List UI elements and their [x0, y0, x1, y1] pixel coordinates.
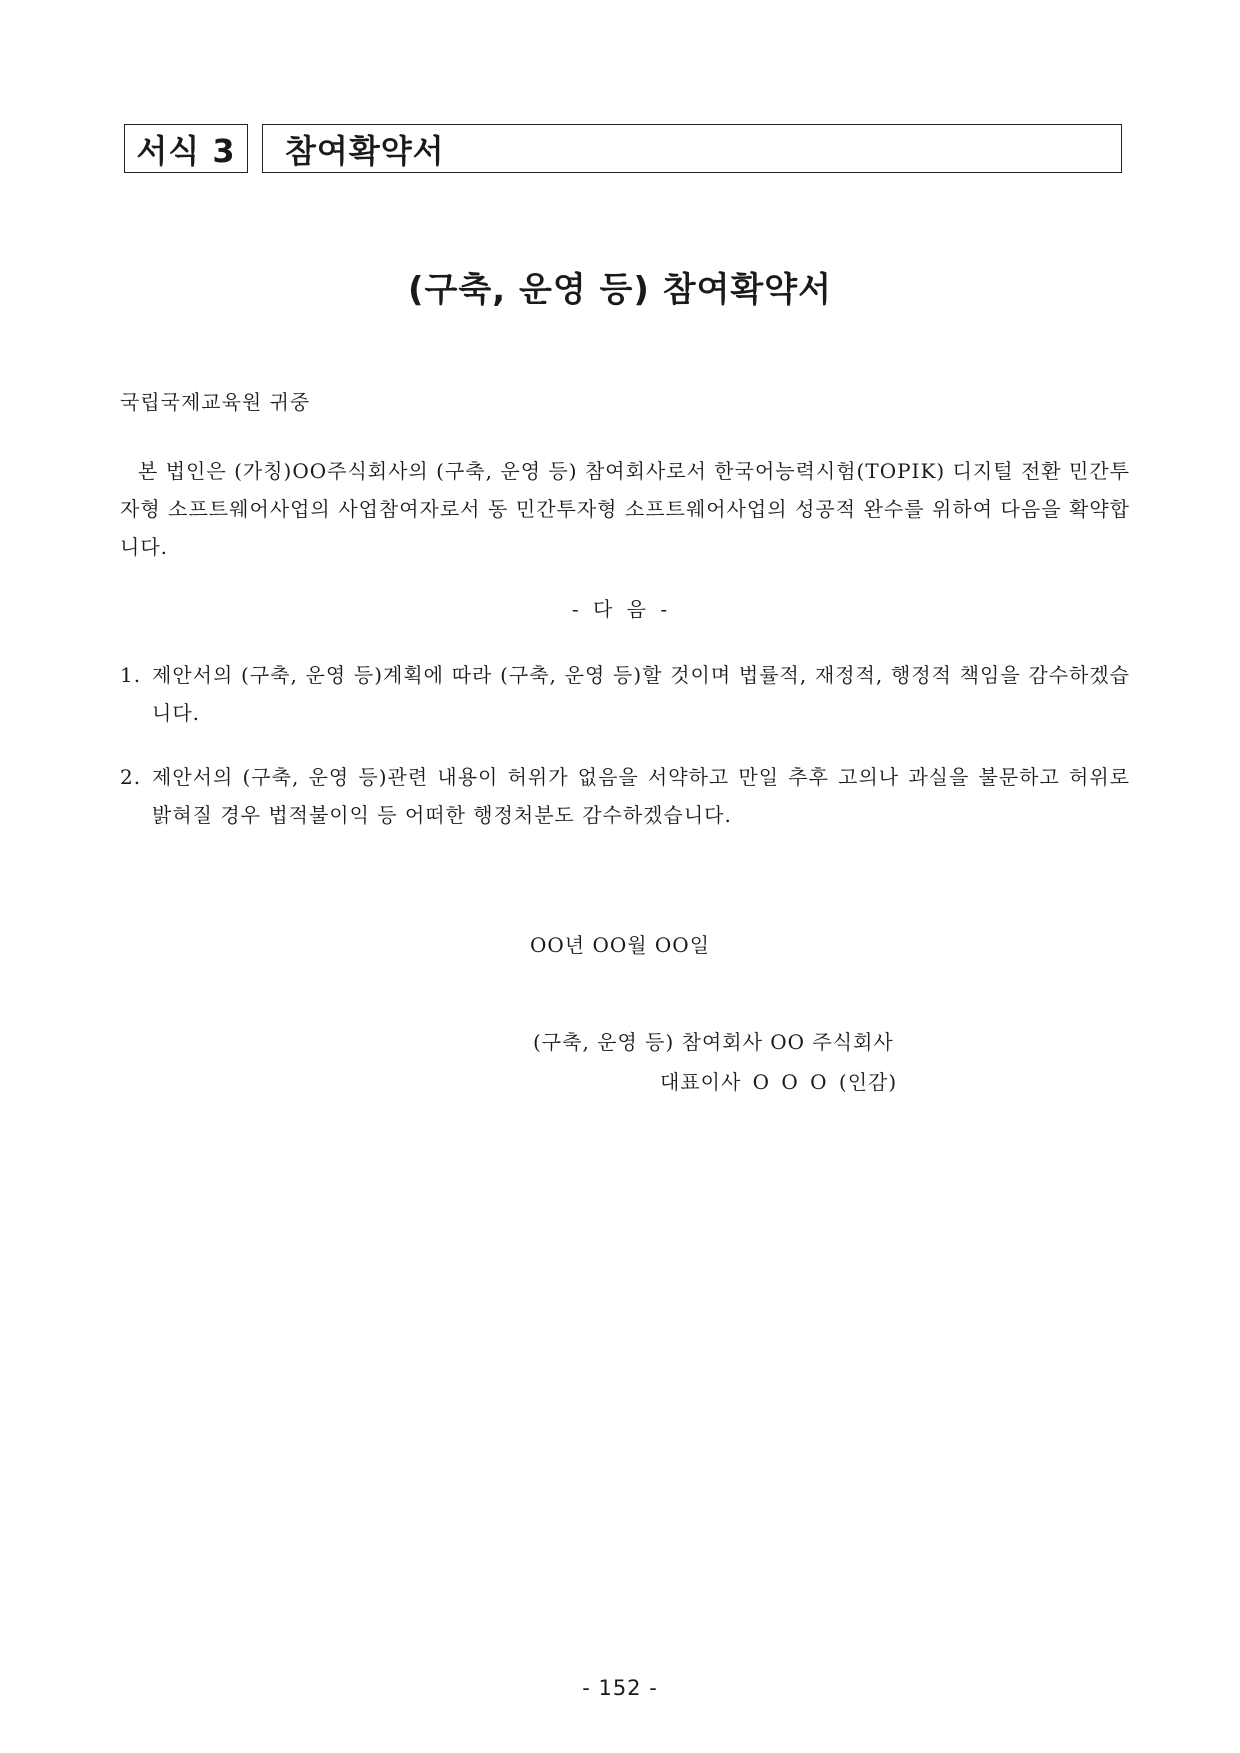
pledge-item [120, 758, 1130, 834]
recipient-line: 국립국제교육원 귀중 [120, 390, 311, 414]
form-number-text: 서식 3 [136, 131, 236, 170]
pledge-item [120, 656, 1130, 732]
pledge-item-text: 제안서의 (구축, 운영 등)계획에 따라 (구축, 운영 등)할 것이며 법률적, 재정적, 행정적 책임을 감수하겠습니다. [152, 663, 1130, 725]
form-number-label [124, 124, 248, 173]
pledge-item-number: 2. [120, 765, 142, 789]
page-number: - 152 - [582, 1676, 658, 1700]
document-title: (구축, 운영 등) 참여확약서 [408, 270, 832, 310]
date-line: OO년 OO월 OO일 [529, 933, 711, 957]
company-name-line: (구축, 운영 등) 참여회사 OO 주식회사 [533, 1030, 894, 1054]
form-title-text: 참여확약서 [285, 131, 445, 170]
pledge-paragraph [120, 452, 1130, 566]
pledge-item-text: 제안서의 (구축, 운영 등)관련 내용이 허위가 없음을 서약하고 만일 추후 고의나 과실을 불문하고 허위로 밝혀질 경우 법적불이익 등 어떠한 행정처분도 감수하겠습니다. [152, 765, 1130, 827]
pledge-item-number: 1. [120, 663, 142, 687]
pledge-text: 본 법인은 (가칭)OO주식회사의 (구축, 운영 등) 참여회사로서 한국어능력시험(TOPIK) 디지털 전환 민간투자형 소프트웨어사업의 사업참여자로서 동 민간투자형 소프트웨어사업의 성공적 완수를 위하여 다음을 확약합니다. [120, 459, 1130, 559]
next-section-heading: - 다 음 - [571, 597, 669, 621]
form-title-banner [262, 124, 1122, 173]
representative-signature-line: 대표이사 O O O (인감) [660, 1070, 898, 1094]
